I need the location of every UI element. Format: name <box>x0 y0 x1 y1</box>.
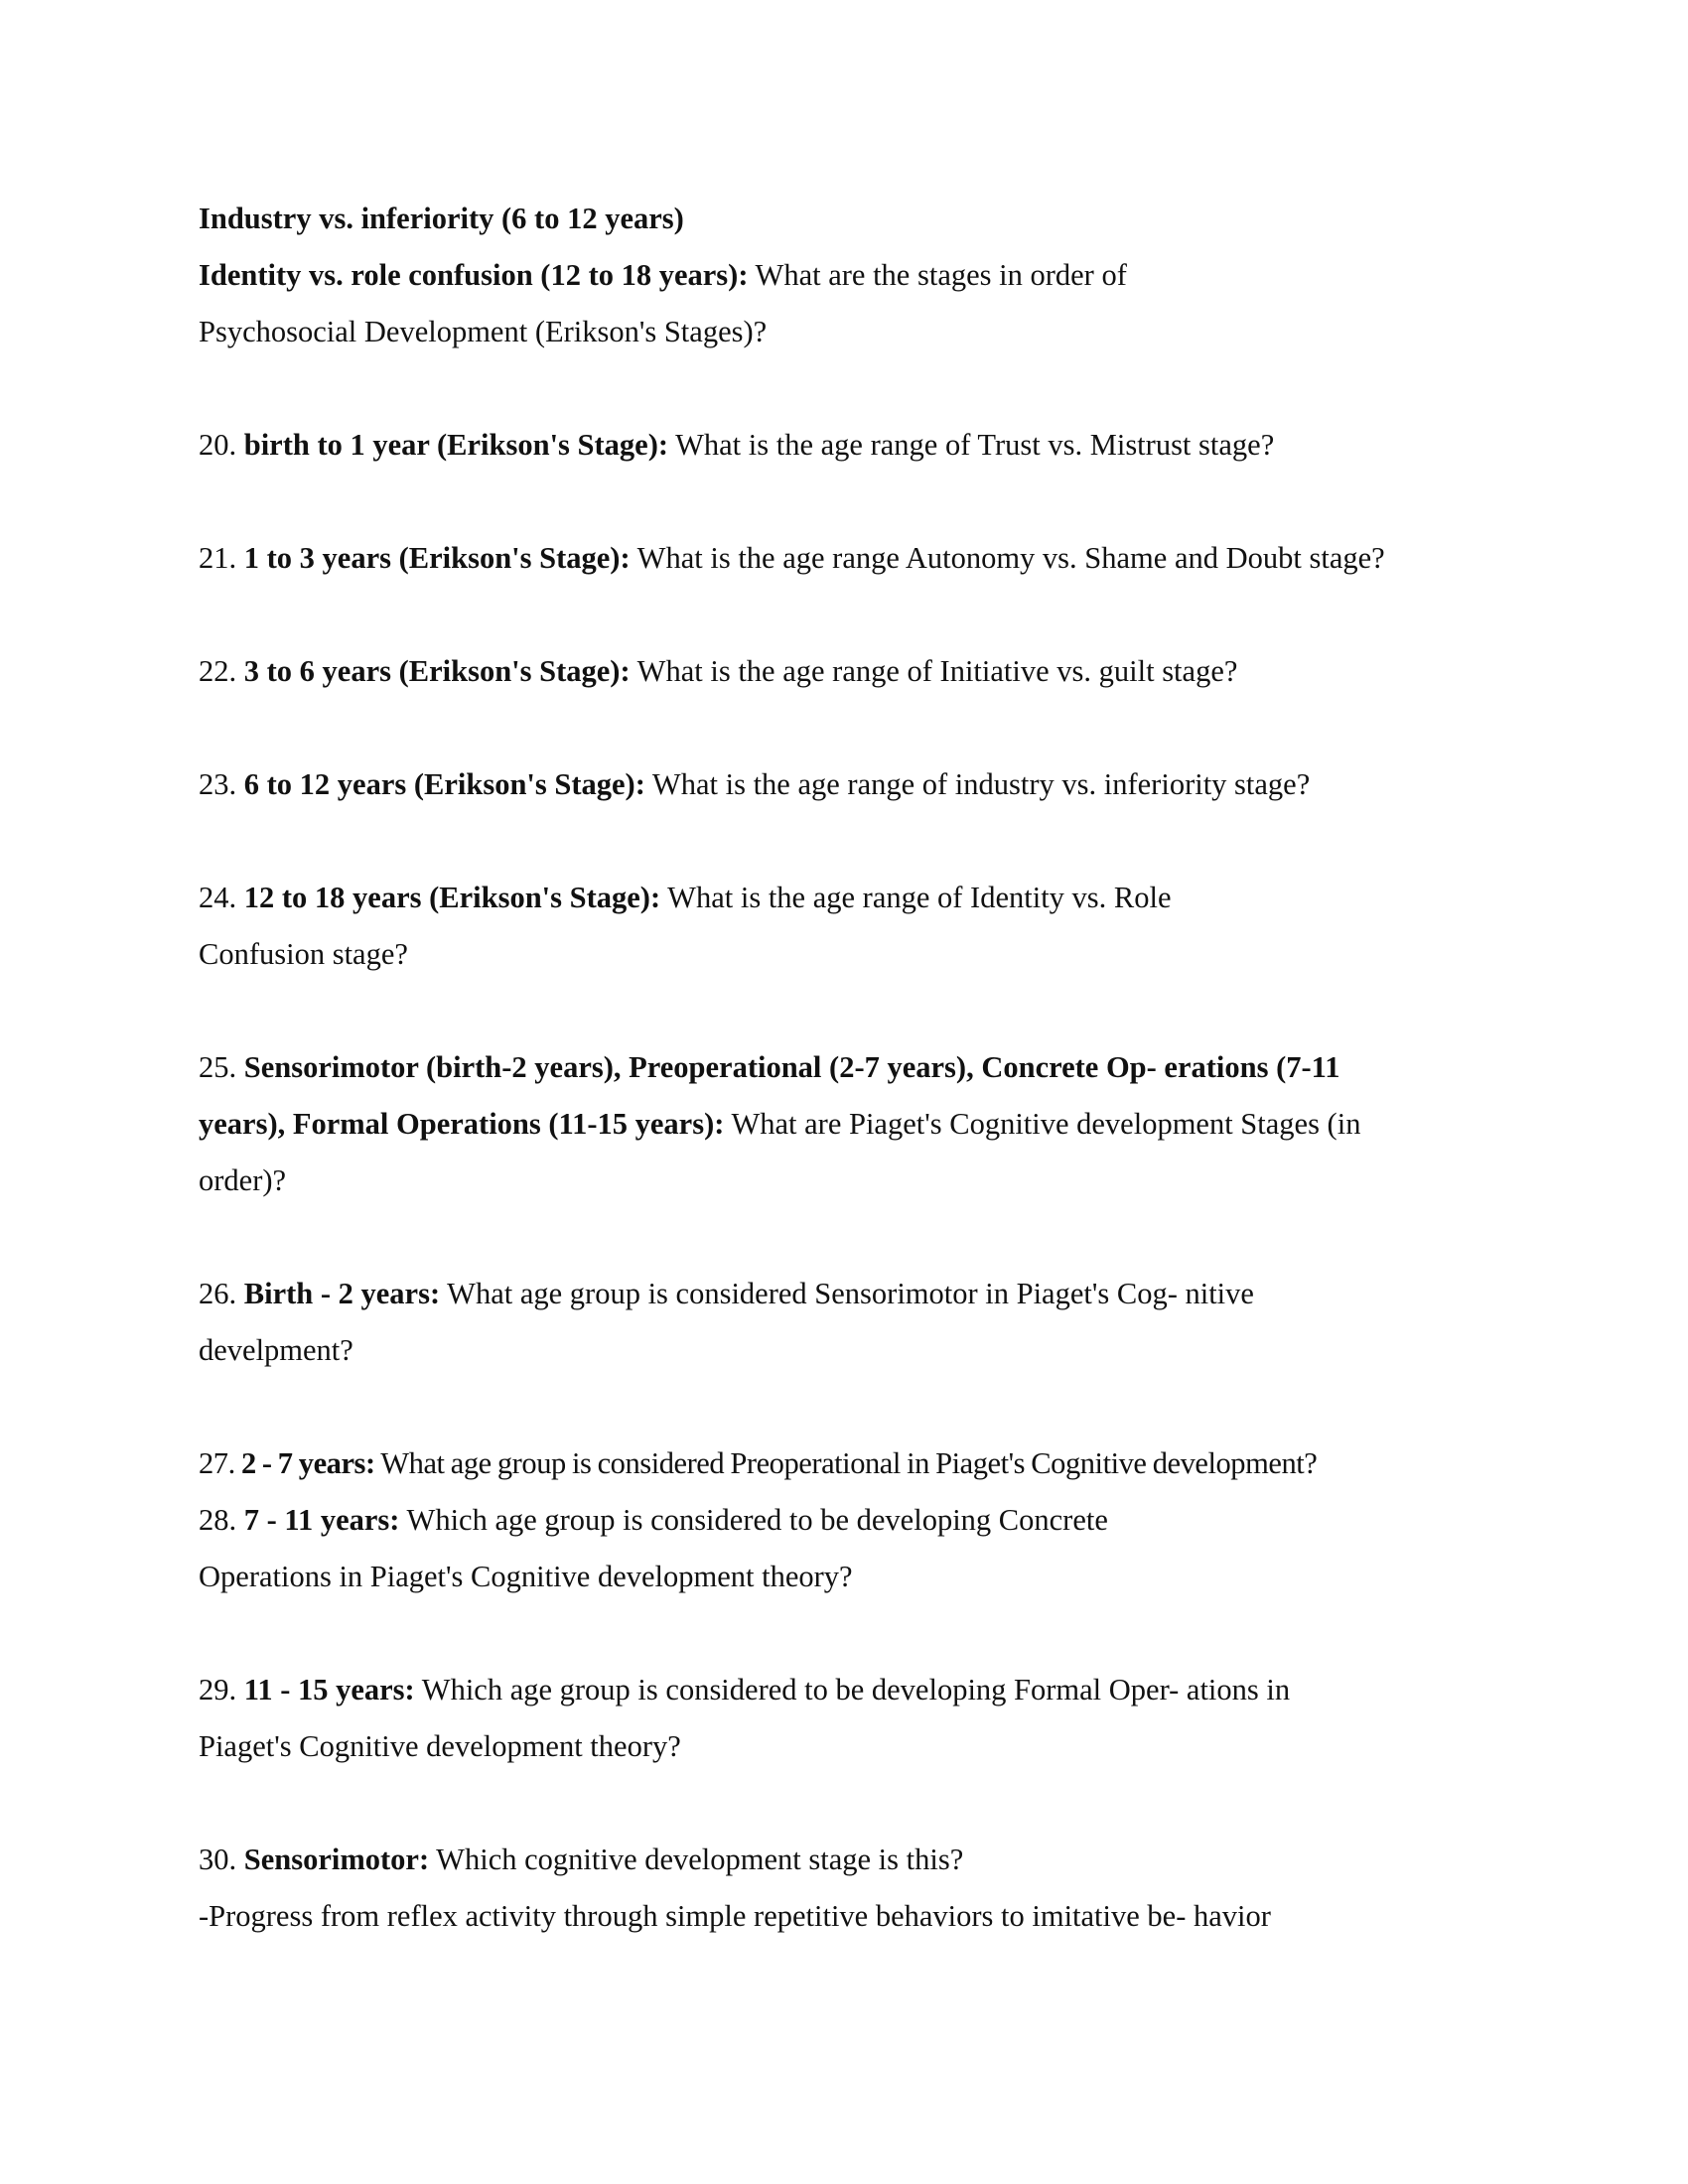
question-number: 30. <box>199 1843 244 1876</box>
question-text: Confusion stage? <box>199 937 408 971</box>
answer-text: 1 to 3 years (Erikson's Stage): <box>243 541 631 575</box>
intro-question-text: What are the stages in order of <box>748 258 1127 292</box>
question-number: 23. <box>199 767 244 801</box>
question-text: order)? <box>199 1163 287 1197</box>
question-number: 27. <box>199 1446 241 1480</box>
question-25 <box>199 1047 1339 1087</box>
intro-line-3 <box>199 312 767 351</box>
question-30-continued <box>199 1896 1271 1936</box>
question-text: Which age group is considered to be developing Concrete <box>399 1503 1108 1537</box>
intro-question-continued: Psychosocial Development (Erikson's Stages)? <box>199 315 768 348</box>
answer-text: Sensorimotor: <box>243 1843 430 1876</box>
answer-text: Sensorimotor (birth-2 years), Preoperational (2-7 years), Concrete Op- erations (7-11 <box>243 1050 1340 1084</box>
question-number: 25. <box>199 1050 244 1084</box>
intro-line-1 <box>199 199 684 238</box>
answer-text: 7 - 11 years: <box>243 1503 400 1537</box>
answer-text: 12 to 18 years (Erikson's Stage): <box>243 881 661 914</box>
question-number: 29. <box>199 1673 244 1706</box>
answer-text: birth to 1 year (Erikson's Stage): <box>243 428 669 462</box>
question-text: Piaget's Cognitive development theory? <box>199 1729 681 1763</box>
question-number: 28. <box>199 1503 244 1537</box>
question-29 <box>199 1670 1290 1709</box>
question-text: What is the age range of Identity vs. Role <box>660 881 1172 914</box>
question-number: 21. <box>199 541 244 575</box>
question-number: 24. <box>199 881 244 914</box>
intro-bold-identity: Identity vs. role confusion (12 to 18 years): <box>199 258 749 292</box>
question-28-continued <box>199 1557 853 1596</box>
question-text: develpment? <box>199 1333 353 1367</box>
question-text: Operations in Piaget's Cognitive development theory? <box>199 1560 853 1593</box>
answer-text: years), Formal Operations (11-15 years): <box>199 1107 725 1141</box>
question-22 <box>199 651 1237 691</box>
answer-text: 3 to 6 years (Erikson's Stage): <box>243 654 631 688</box>
answer-text: 6 to 12 years (Erikson's Stage): <box>243 767 645 801</box>
question-23 <box>199 764 1310 804</box>
question-number: 20. <box>199 428 244 462</box>
question-text: What is the age range of Trust vs. Mistrust stage? <box>668 428 1275 462</box>
question-26-continued <box>199 1330 353 1370</box>
question-text: Which age group is considered to be developing Formal Oper- ations in <box>414 1673 1291 1706</box>
question-26 <box>199 1274 1254 1313</box>
question-text: What age group is considered Sensorimotor in Piaget's Cog- nitive <box>440 1277 1254 1310</box>
question-25-line-2 <box>199 1104 1360 1144</box>
question-number: 22. <box>199 654 244 688</box>
question-24 <box>199 878 1172 917</box>
intro-line-2 <box>199 255 1127 295</box>
answer-text: 11 - 15 years: <box>243 1673 415 1706</box>
question-text: What is the age range Autonomy vs. Shame and Doubt stage? <box>630 541 1385 575</box>
question-text: What is the age range of Initiative vs. guilt stage? <box>630 654 1238 688</box>
question-30 <box>199 1840 963 1879</box>
question-text: What age group is considered Preoperational in Piaget's Cognitive development? <box>374 1446 1318 1480</box>
question-25-line-3 <box>199 1160 286 1200</box>
intro-bold-industry: Industry vs. inferiority (6 to 12 years) <box>199 202 684 235</box>
question-text: -Progress from reflex activity through simple repetitive behaviors to imitative be- havior <box>199 1899 1271 1933</box>
question-number: 26. <box>199 1277 244 1310</box>
question-27 <box>199 1443 1317 1483</box>
question-24-continued <box>199 934 408 974</box>
question-text: Which cognitive development stage is this? <box>429 1843 964 1876</box>
question-28 <box>199 1500 1108 1540</box>
question-text: What is the age range of industry vs. inferiority stage? <box>644 767 1311 801</box>
question-20 <box>199 425 1274 465</box>
question-21 <box>199 538 1385 578</box>
question-text: What are Piaget's Cognitive development Stages (in <box>724 1107 1361 1141</box>
question-29-continued <box>199 1726 681 1766</box>
answer-text: Birth - 2 years: <box>243 1277 441 1310</box>
answer-text: 2 - 7 years: <box>240 1446 375 1480</box>
